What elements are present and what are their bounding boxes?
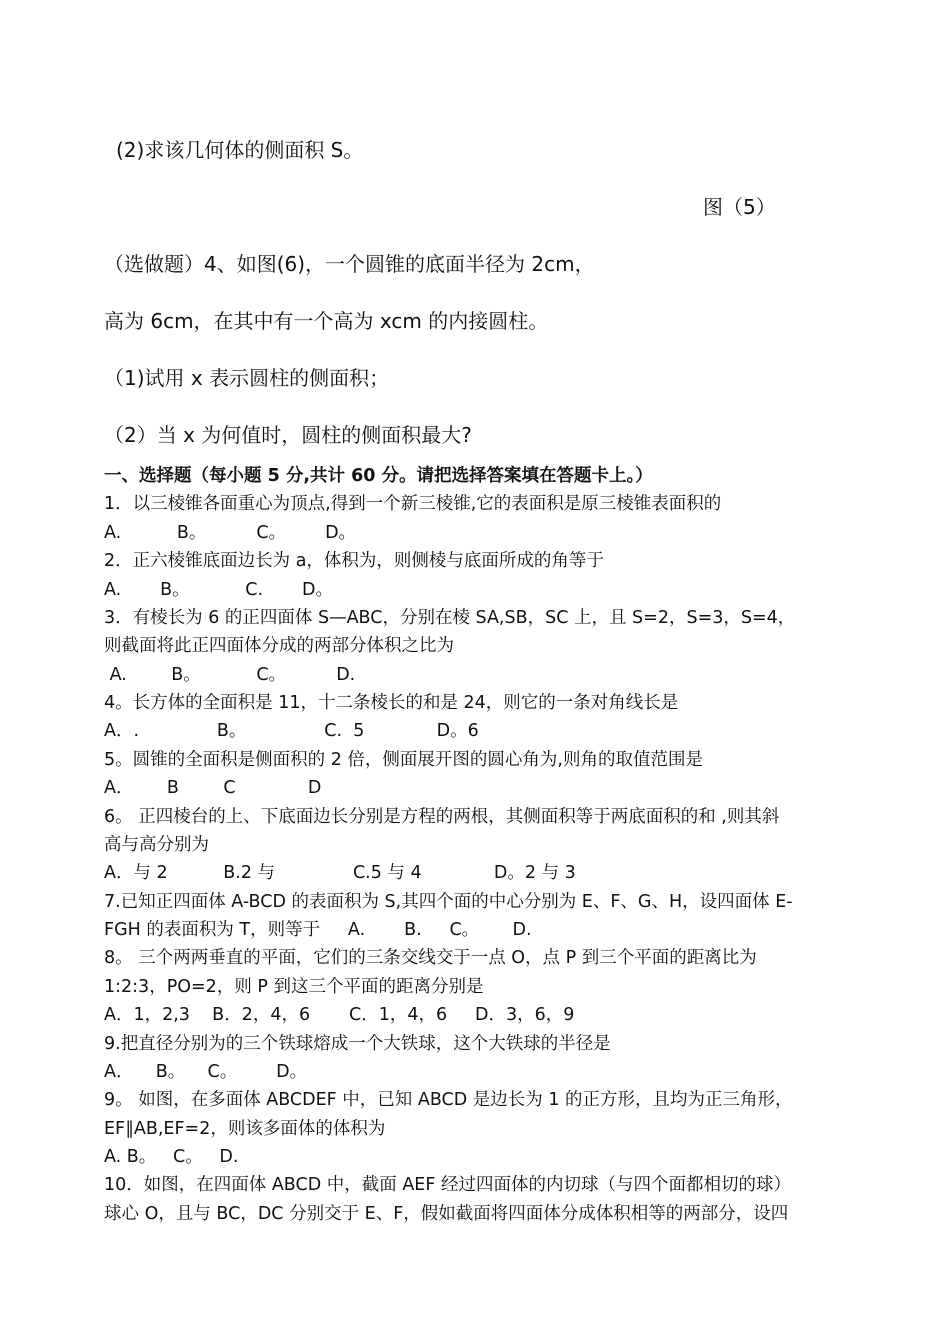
question-line: 5。圆锥的全面积是侧面积的 2 倍，侧面展开图的圆心角为,则角的取值范围是	[104, 750, 703, 770]
options-line: A. B。 C。 D。	[104, 523, 357, 543]
question-line: 球心 O，且与 BC，DC 分别交于 E、F，假如截面将四面体分成体积相等的两部分，设四	[104, 1204, 789, 1224]
text-line: 高为 6cm，在其中有一个高为 xcm 的内接圆柱。	[104, 309, 549, 333]
options-line: A． B。 C。 D。	[104, 1062, 308, 1082]
question-line: 高与高分别为	[104, 835, 209, 855]
section-heading: 一、选择题（每小题 5 分,共计 60 分。请把选择答案填在答题卡上。）	[104, 466, 653, 486]
question-line: 3．有棱长为 6 的正四面体 S—ABC，分别在棱 SA,SB，SC 上，且 S=2，S=3，S=4，	[104, 608, 796, 628]
question-line: FGH 的表面积为 T，则等于 A. B. C。 D.	[104, 920, 532, 940]
text-line: （1)试用 x 表示圆柱的侧面积；	[104, 366, 390, 390]
figure-caption: 图（5）	[703, 195, 776, 219]
question-line: 9.把直径分别为的三个铁球熔成一个大铁球，这个大铁球的半径是	[104, 1034, 611, 1054]
question-line: 6。 正四棱台的上、下底面边长分别是方程的两根，其侧面积等于两底面积的和 ,则其斜	[104, 807, 780, 827]
options-line: A. B。 C。 D.	[104, 665, 356, 685]
question-line: 1．以三棱锥各面重心为顶点,得到一个新三棱锥,它的表面积是原三棱锥表面积的	[104, 494, 722, 514]
question-line: EF∥AB,EF=2，则该多面体的体积为	[104, 1119, 386, 1139]
question-line: 7.已知正四面体 A-BCD 的表面积为 S,其四个面的中心分别为 E、F、G、H，设四面体 E-	[104, 892, 793, 912]
question-line: 2．正六棱锥底面边长为 a，体积为，则侧棱与底面所成的角等于	[104, 551, 604, 571]
text-line: （选做题）4、如图(6)，一个圆锥的底面半径为 2cm，	[104, 252, 595, 276]
question-line: 则截面将此正四面体分成的两部分体积之比为	[104, 636, 454, 656]
options-line: A． B C D	[104, 778, 322, 798]
options-line: A. B。 C。 D.	[104, 1147, 239, 1167]
options-line: A．与 2 B.2 与 C.5 与 4 D。2 与 3	[104, 863, 576, 883]
options-line: A．1，2,3 B．2，4，6 C．1，4，6 D．3，6，9	[104, 1005, 575, 1025]
question-line: 9。 如图，在多面体 ABCDEF 中，已知 ABCD 是边长为 1 的正方形，且均为正三角形，	[104, 1090, 793, 1110]
options-line: A．. B。 C. 5 D。6	[104, 721, 479, 741]
text-line: （2）当 x 为何值时，圆柱的侧面积最大?	[104, 423, 472, 447]
question-line: 10．如图，在四面体 ABCD 中，截面 AEF 经过四面体的内切球（与四个面都相切的球）	[104, 1175, 791, 1195]
options-line: A. B。 C. D。	[104, 580, 333, 600]
question-line: 8。 三个两两垂直的平面，它们的三条交线交于一点 O，点 P 到三个平面的距离比为	[104, 948, 757, 968]
text-line: (2)求该几何体的侧面积 S。	[116, 138, 364, 162]
question-line: 1:2:3，PO=2，则 P 到这三个平面的距离分别是	[104, 977, 484, 997]
question-line: 4。长方体的全面积是 11，十二条棱长的和是 24，则它的一条对角线长是	[104, 693, 679, 713]
